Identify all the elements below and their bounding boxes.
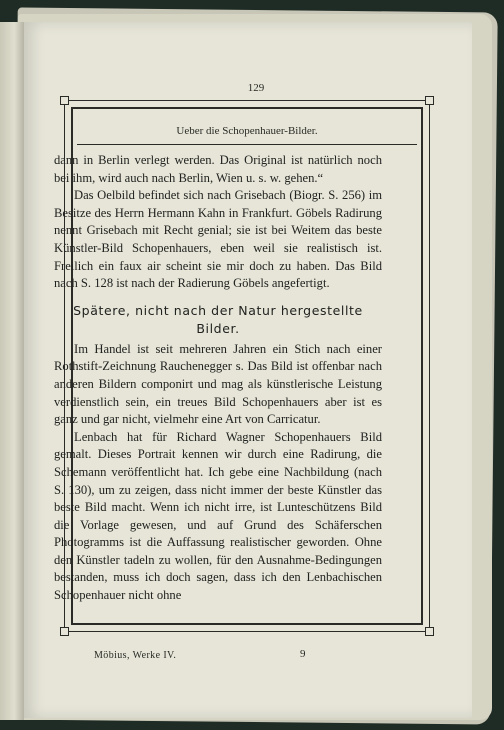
- frame-corner-top-left: [60, 96, 69, 105]
- book-page: [24, 22, 472, 718]
- footer-book-title: Möbius, Werke IV.: [94, 650, 177, 661]
- paragraph: Im Handel ist seit mehreren Jahren ein Stich nach einer Rothstift-Zeichnung Rauchenegger s. Das Bild ist offenbar nach anderen Bildern componirt und mag als künstlerische Leistung verdienstlich sein, ein treues Bild Schopenhauers aber ist es ganz und gar nicht, vielmehr eine Art von Carricatur.: [54, 341, 382, 427]
- running-head: Ueber die Schopenhauer-Bilder.: [77, 111, 417, 145]
- facing-page-edge: [0, 22, 24, 720]
- body-text: [54, 152, 382, 605]
- frame-corner-top-right: [425, 96, 434, 105]
- paragraph: Das Oelbild befindet sich nach Grisebach (Biogr. S. 256) im Besitze des Herrn Hermann Kahn in Frankfurt. Göbels Radirung nennt Grisebach mit Recht genial; sie ist bei Weitem das beste Künstler-Bild Schopenhauers, eben weil sie realistisch ist. Freilich ein faux air scheint sie mir doch zu haben. Das Bild nach S. 128 ist nach der Radierung Göbels angefertigt.: [54, 188, 382, 291]
- frame-corner-bottom-left: [60, 627, 69, 636]
- section-title: Spätere, nicht nach der Natur hergestellte Bilder.: [73, 302, 363, 336]
- paragraph: Lenbach hat für Richard Wagner Schopenhauers Bild gemalt. Dieses Portrait kennen wir durch eine Radirung, die Schemann veröffentlicht hat. Ich gebe eine Nachbildung (nach S. 130), um zu zeigen, dass nicht immer der beste Künstler das beste Bild macht. Wenn ich nicht irre, ist Lunteschützens Bild die Vorlage gewesen, und auf Grund des Schäferschen Photogramms ist die Auffassung realistischer geworden. Ohne den Künstler tadeln zu wollen, für den Ausnahme-Bedingungen bestanden, muss ich doch sagen, dass ich den Lenbachischen Schopenhauer nicht ohne: [54, 429, 382, 603]
- footer-signature: 9: [300, 648, 306, 660]
- frame-corner-bottom-right: [425, 627, 434, 636]
- page-number: 129: [247, 82, 265, 94]
- paragraph: dann in Berlin verlegt werden. Das Original ist natürlich noch bei ihm, wird auch nach Berlin, Wien u. s. w. gehen.“: [54, 153, 382, 185]
